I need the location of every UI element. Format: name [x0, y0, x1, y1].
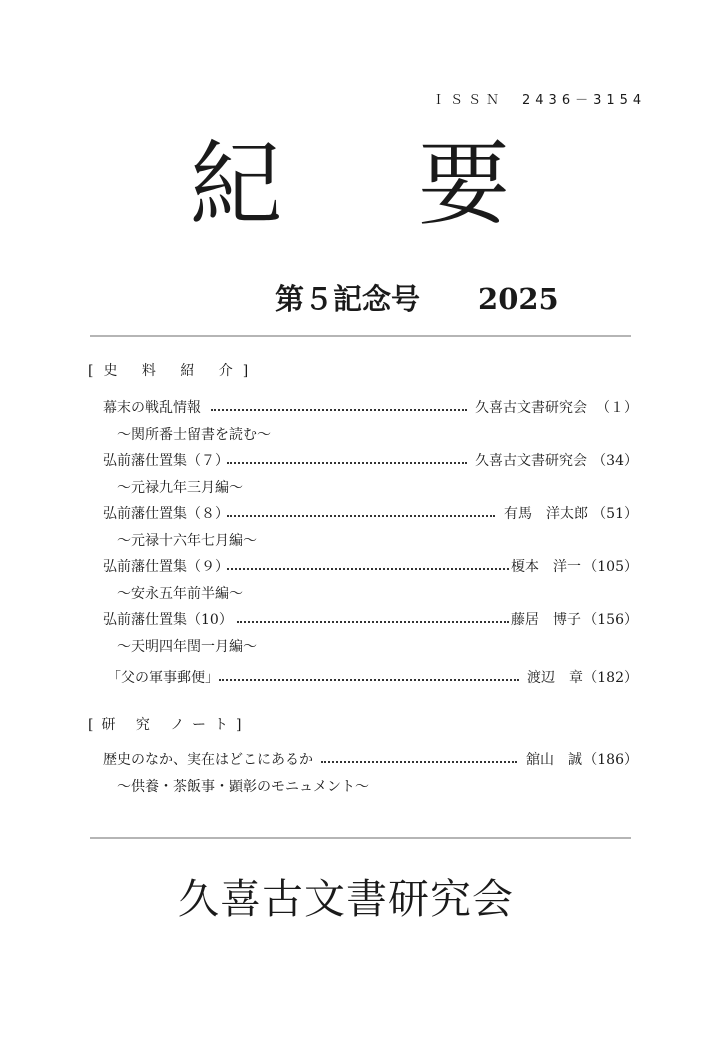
- publisher-name: 久喜古文書研究会: [178, 875, 514, 923]
- title-char-2: 要: [417, 131, 510, 238]
- entry-page: （34）: [592, 453, 638, 469]
- entry-page: （105）: [583, 559, 638, 575]
- issn-number: ＩＳＳＮ 2436－3154: [432, 93, 647, 108]
- entry-page: （182）: [583, 670, 638, 686]
- entry-title: 弘前藩仕置集（７）: [103, 453, 229, 469]
- toc-entry: [103, 451, 638, 471]
- dot-leader: [227, 462, 467, 464]
- dot-leader: [321, 761, 517, 763]
- entry-subtitle: ～元禄九年三月編～: [117, 480, 243, 496]
- entry-page: （１）: [596, 400, 638, 416]
- toc-entry: [103, 668, 638, 688]
- toc-entry: [103, 610, 638, 630]
- entry-subtitle: ～元禄十六年七月編～: [117, 533, 257, 549]
- dot-leader: [219, 679, 519, 681]
- entry-subtitle: ～供養・茶飯事・顕彰のモニュメント～: [117, 779, 369, 795]
- entry-author: 有馬 洋太郎: [504, 506, 588, 522]
- dot-leader: [227, 568, 509, 570]
- toc-entry: [103, 750, 638, 770]
- toc-entry: [103, 557, 638, 577]
- entry-author: 渡辺 章: [527, 670, 583, 686]
- dot-leader: [227, 515, 495, 517]
- section-heading-shiryo: [史 料 紹 介]: [88, 363, 259, 379]
- entry-author: 榎本 洋一: [511, 559, 581, 575]
- entry-title: 歴史のなか、実在はどこにあるか: [103, 752, 313, 768]
- title-char-1: 紀: [190, 131, 283, 238]
- entry-title: 弘前藩仕置集（９）: [103, 559, 229, 575]
- entry-author: 久喜古文書研究会: [475, 453, 587, 469]
- section-heading-kenkyu-note: [研 究 ノート]: [88, 717, 250, 733]
- entry-title: 弘前藩仕置集（10）: [103, 612, 233, 628]
- entry-author: 久喜古文書研究会: [475, 400, 587, 416]
- entry-subtitle: ～安永五年前半編～: [117, 586, 243, 602]
- bottom-divider: [90, 837, 631, 839]
- dot-leader: [237, 621, 509, 623]
- issue-subtitle: [275, 277, 559, 318]
- toc-entry: [103, 398, 638, 418]
- toc-entry: [103, 504, 638, 524]
- top-divider: [90, 335, 631, 337]
- entry-subtitle: ～天明四年閏一月編～: [117, 639, 257, 655]
- issue-year: 2025: [478, 282, 559, 316]
- journal-title: [190, 130, 510, 240]
- dot-leader: [211, 409, 467, 411]
- entry-title: 弘前藩仕置集（８）: [103, 506, 229, 522]
- entry-subtitle: ～関所番士留書を読む～: [117, 427, 271, 443]
- issue-label: 第５記念号: [275, 282, 421, 316]
- entry-title: 「父の軍事郵便」: [107, 670, 219, 686]
- entry-page: （186）: [583, 752, 638, 768]
- entry-page: （156）: [583, 612, 638, 628]
- entry-author: 舘山 誠: [526, 752, 582, 768]
- entry-title: 幕末の戦乱情報: [103, 400, 201, 416]
- entry-page: （51）: [592, 506, 638, 522]
- entry-author: 藤居 博子: [511, 612, 581, 628]
